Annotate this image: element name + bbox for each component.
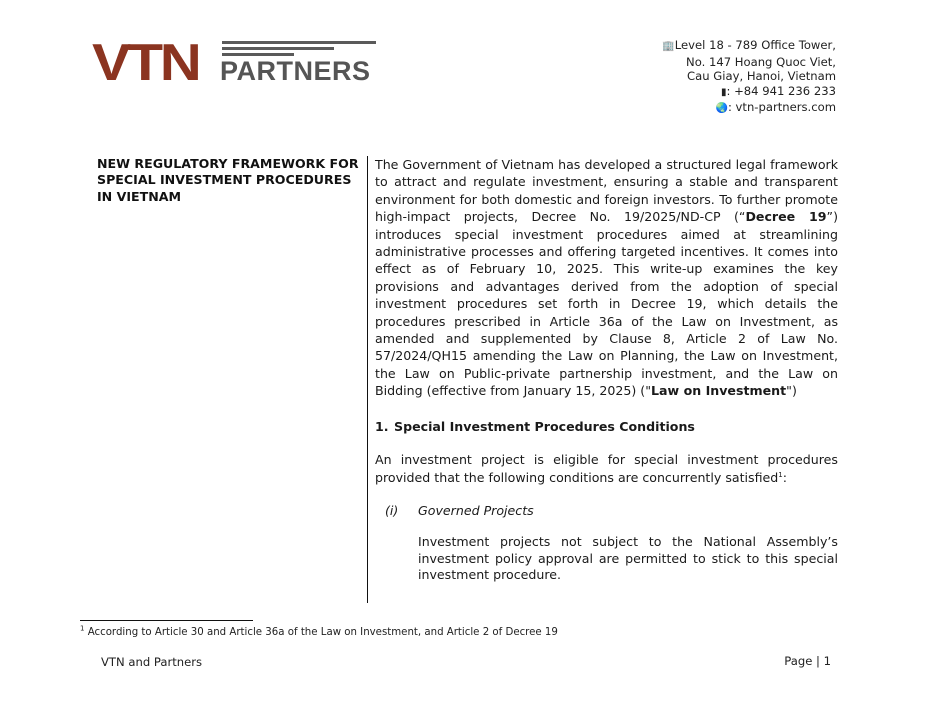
footnote-ref[interactable]: 1 [778, 470, 783, 479]
sub-paragraph: Investment projects not subject to the National Assembly’s investment policy approval are permitted to stick to this special investment procedure. [418, 534, 838, 583]
logo-bar [222, 41, 376, 44]
building-icon: 🏢 [662, 41, 675, 52]
footnote-separator [80, 620, 253, 621]
main-content [375, 156, 838, 584]
company-logo [92, 34, 378, 92]
logo-vtn: VTN [92, 34, 199, 92]
footnote: $^1$ According to Article 30 and Article 36a of the Law on Investment, and Article 2 of Decree 19 [80, 624, 558, 638]
logo-partners: PARTNERS [220, 56, 371, 86]
conditions-paragraph: An investment project is eligible for special investment procedures provided that the following conditions are concurrently satisfied$^1$: [375, 452, 838, 485]
section-heading [375, 418, 838, 435]
globe-icon: 🌏 [715, 103, 728, 114]
website-line [662, 100, 836, 117]
address-line: No. 147 Hoang Quoc Viet, [686, 54, 836, 69]
page-number: Page | 1 [784, 654, 831, 668]
side-title: NEW REGULATORY FRAMEWORK FOR SPECIAL INVESTMENT PROCEDURES IN VIETNAM [97, 156, 359, 204]
website-link[interactable]: : vtn-partners.com [727, 100, 836, 114]
phone-line: ▮: +84 941 236 233 [720, 83, 836, 98]
footnote-marker: 1 [80, 624, 85, 633]
address-line: Cau Giay, Hanoi, Vietnam [687, 69, 836, 83]
section-number: 1. [375, 418, 389, 434]
sub-title: Governed Projects [418, 502, 534, 518]
contact-block [662, 38, 836, 117]
footer-company: VTN and Partners [101, 655, 203, 669]
defined-term: Law on Investment [651, 383, 787, 399]
defined-term: Decree 19 [745, 209, 827, 225]
section-title: Special Investment Procedures Conditions [394, 418, 695, 434]
logo-bar [222, 47, 334, 50]
column-divider [367, 156, 368, 603]
address-line: 🏢Level 18 - 789 Office Tower, [662, 38, 836, 52]
phone-icon: ▮ [720, 86, 727, 98]
sub-heading [375, 502, 838, 519]
intro-paragraph: The Government of Vietnam has developed a structured legal framework to attract and regulate investment, ensuring a stable and transparent environment for both domestic and foreign investors. To further promote high-impact projects, Decree No. 19/2025/ND-CP (“Decree 19”) introduces special investment procedures aimed at streamlining administrative processes and offering targeted incentives. It comes into effect as of February 10, 2025. This write-up examines the key provisions and advantages derived from the adoption of special investment procedures set forth in Decree 19, which details the procedures prescribed in Article 36a of the Law on Investment, as amended and supplemented by Clause 8, Article 2 of Law No. 57/2024/QH15 amending the Law on Planning, the Law on Investment, the Law on Public-private partnership investment, and the Law on Bidding (effective from January 15, 2025) ("Law on Investment") [375, 157, 838, 399]
sub-number: (i) [385, 502, 399, 518]
